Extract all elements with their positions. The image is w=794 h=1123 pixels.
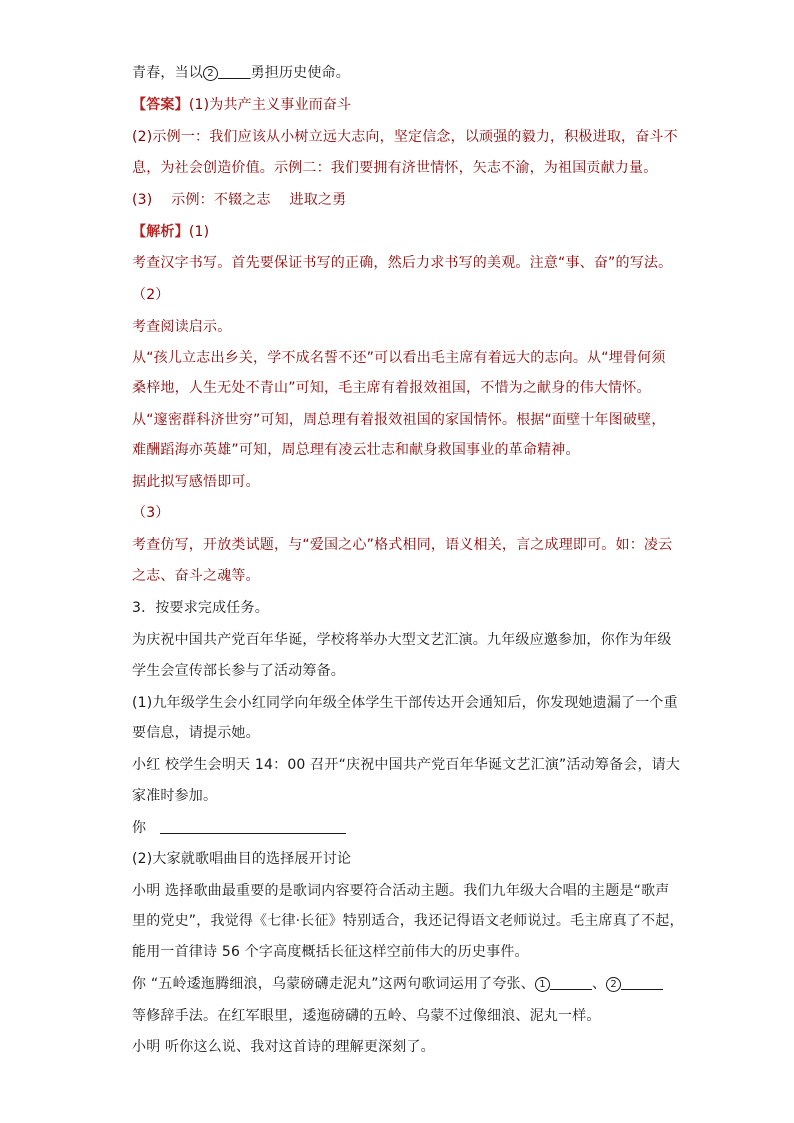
answer-line: (2)示例一：我们应该从小树立远大志向，坚定信念，以顽强的毅力，积极进取，奋斗不 <box>132 129 678 145</box>
speaker-label: 你 <box>132 820 147 836</box>
dialogue-line <box>132 974 663 994</box>
text-segment: 青春，当以 <box>132 65 203 81</box>
dialogue-line: 小红 校学生会明天 14：00 召开“庆祝中国共产党百年华诞文艺汇演”活动筹备会，请大 <box>132 757 681 773</box>
text-segment: 你 “五岭逶迤腾细浪，乌蒙磅礴走泥丸”这两句歌词运用了夸张、 <box>132 976 535 992</box>
question-line: (1)九年级学生会小红同学向年级全体学生干部传达开会通知后，你发现她遗漏了一个重 <box>132 695 678 711</box>
answer-blank[interactable] <box>621 975 663 990</box>
text-segment: 、 <box>591 976 607 992</box>
circled-number: 2 <box>606 977 621 992</box>
answer-line <box>132 95 351 115</box>
question-heading: 3．按要求完成任务。 <box>132 600 269 616</box>
analysis-line: 考查阅读启示。 <box>132 319 232 335</box>
question-line: 学生会宣传部长参与了活动筹备。 <box>132 663 345 679</box>
circled-number: 2 <box>203 66 218 81</box>
dialogue-line: 家准时参加。 <box>132 788 218 804</box>
answer-line: (3) 示例：不辍之志 进取之勇 <box>132 192 347 208</box>
question-line: 为庆祝中国共产党百年华诞，学校将举办大型文艺汇演。九年级应邀参加，你作为年级 <box>132 632 672 648</box>
analysis-line: 从“孩儿立志出乡关，学不成名誓不还”可以看出毛主席有着远大的志向。从“埋骨何须 <box>132 350 666 366</box>
analysis-line: 从“邃密群科济世穷”可知，周总理有着报效祖国的家国情怀。根据“面壁十年图破壁， <box>132 412 666 428</box>
analysis-line: （2） <box>132 287 170 303</box>
analysis-line: 据此拟写感悟即可。 <box>132 474 260 490</box>
analysis-label: 【解析】 <box>132 224 189 240</box>
analysis-line: 考查汉字书写。首先要保证书写的正确，然后力求书写的美观。注意“事、奋”的写法。 <box>132 255 673 271</box>
dialogue-line: 小明 选择歌曲最重要的是歌词内容要符合活动主题。我们九年级大合唱的主题是“歌声 <box>132 883 670 899</box>
analysis-line: 难酬蹈海亦英雄”可知，周总理有凌云壮志和献身救国事业的革命精神。 <box>132 442 580 458</box>
analysis-line: （3） <box>132 505 170 521</box>
dialogue-line <box>132 818 346 838</box>
text-line <box>132 63 350 83</box>
circled-number: 1 <box>535 977 550 992</box>
dialogue-line: 等修辞手法。在红军眼里，逶迤磅礴的五岭、乌蒙不过像细浪、泥丸一样。 <box>132 1008 601 1024</box>
answer-label: 【答案】 <box>132 97 189 113</box>
answer-line: 息，为社会创造价值。示例二：我们要拥有济世情怀，矢志不渝，为祖国贡献力量。 <box>132 160 658 176</box>
dialogue-line: 小明 听你这么说、我对这首诗的理解更深刻了。 <box>132 1039 435 1055</box>
analysis-line: 考查仿写，开放类试题，与“爱国之心”格式相同，语义相关，言之成理即可。如：凌云 <box>132 537 673 553</box>
analysis-line: 桑梓地，人生无处不青山”可知，毛主席有着报效祖国，不惜为之献身的伟大情怀。 <box>132 380 651 396</box>
blank-with-marker <box>203 65 251 81</box>
dialogue-line: 能用一首律诗 56 个字高度概括长征这样空前伟大的历史事件。 <box>132 944 529 960</box>
question-line: 要信息，请提示她。 <box>132 725 260 741</box>
dialogue-line: 里的党史”，我觉得《七律·长征》特别适合，我还记得语文老师说过。毛主席真了不起， <box>132 913 684 929</box>
analysis-text: (1) <box>188 224 210 240</box>
answer-blank[interactable] <box>550 975 592 990</box>
analysis-line: 之志、奋斗之魂等。 <box>132 568 260 584</box>
answer-blank[interactable] <box>160 819 346 834</box>
analysis-line <box>132 222 209 242</box>
question-line: (2)大家就歌唱曲目的选择展开讨论 <box>132 851 352 867</box>
answer-text: (1)为共产主义事业而奋斗 <box>188 97 352 113</box>
text-segment: 勇担历史使命。 <box>250 65 350 81</box>
